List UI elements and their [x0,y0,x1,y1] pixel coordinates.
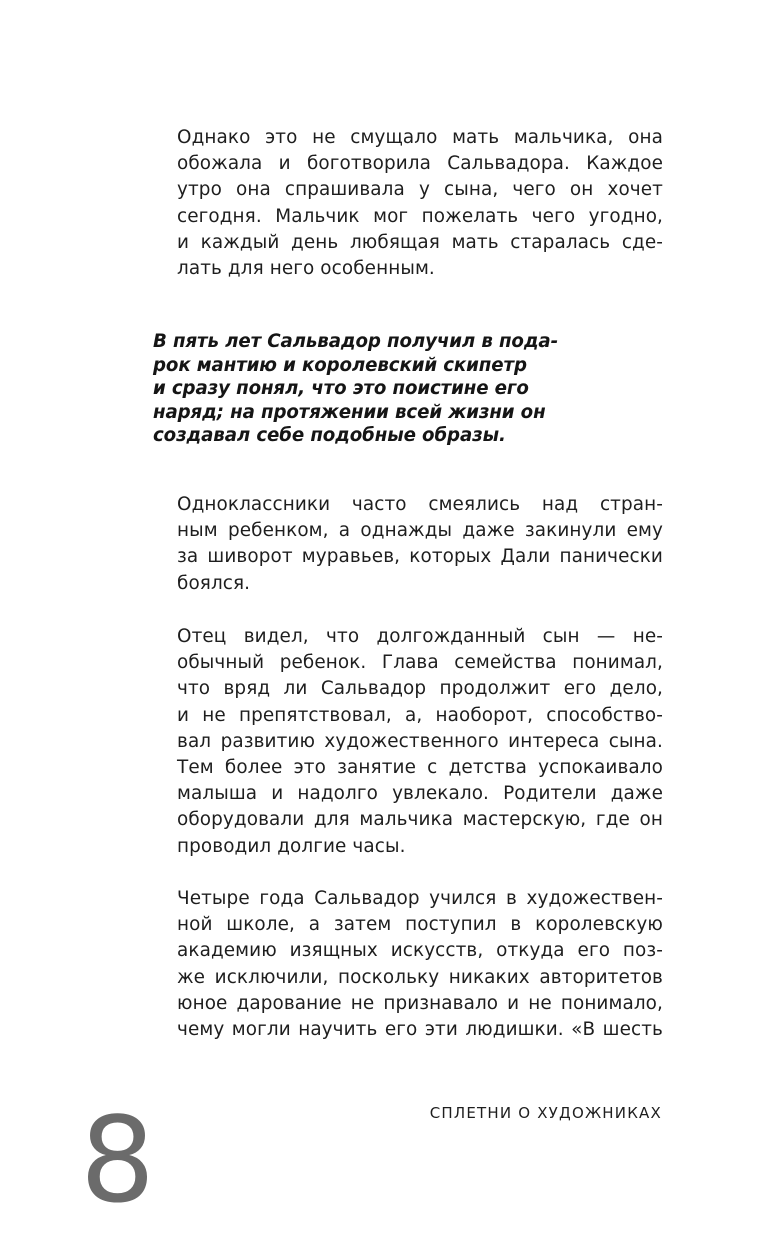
quote-line: рок мантию и королевский скипетр [153,354,527,376]
text-line: Четыре года Сальвадор учился в художествен- [177,888,663,909]
pull-quote [153,330,623,448]
text-line: и не препятствовал, а, наоборот, способство- [177,704,663,726]
text-line: проводил долгие часы. [177,835,406,857]
text-line: и каждый день любящая мать старалась сде- [177,231,663,253]
text-line: академию изящных искусств, откуда его поз- [177,940,663,962]
text-line: Тем более это занятие с детства успокаивало [177,757,663,779]
quote-line: создавал себе подобные образы. [153,425,506,446]
text-line: оборудовали для мальчика мастерскую, где он [177,809,663,831]
quote-line: В пять лет Сальвадор получил в пода- [153,331,559,352]
text-line: утро она спрашивала у сына, чего он хочет [177,179,663,201]
text-line: вал развитию художественного интереса сына. [177,730,663,752]
body-paragraph-4 [177,886,663,1043]
body-paragraph-2 [177,492,663,597]
text-line: малыша и надолго увлекало. Родители даже [177,783,663,805]
text-line: Однако это не смущало мать мальчика, она [177,127,663,148]
text-line: за шиворот муравьев, которых Дали панически [177,546,663,568]
running-head: СПЛЕТНИ О ХУДОЖНИКАХ [429,1104,662,1122]
body-paragraph-1 [177,125,663,282]
text-line: Отец видел, что долгожданный сын — не- [177,626,663,647]
quote-line: и сразу понял, что это поистине его [153,378,529,399]
text-line: сегодня. Мальчик мог пожелать чего угодно, [177,205,663,227]
text-line: ным ребенком, а однажды даже закинули ему [177,520,663,542]
quote-line: наряд; на протяжении всей жизни он [153,401,546,423]
text-line: обычный ребенок. Глава семейства понимал, [177,652,663,674]
text-line: что вряд ли Сальвадор продолжит его дело, [177,678,663,700]
page-number: 8 [80,1091,154,1229]
body-paragraph-3 [177,624,663,860]
text-line: лать для него особенным. [177,258,435,280]
text-line: обожала и боготворила Сальвадора. Каждое [177,153,663,175]
text-line: же исключили, поскольку никаких авторитетов [177,966,663,988]
text-line: ной школе, а затем поступил в королевскую [177,914,663,936]
text-line: юное дарование не признавало и не понимало, [177,992,663,1014]
text-line: боялся. [177,572,251,594]
text-line: чему могли научить его эти людишки. «В шесть [177,1019,663,1041]
text-line: Одноклассники часто смеялись над стран- [177,494,663,515]
